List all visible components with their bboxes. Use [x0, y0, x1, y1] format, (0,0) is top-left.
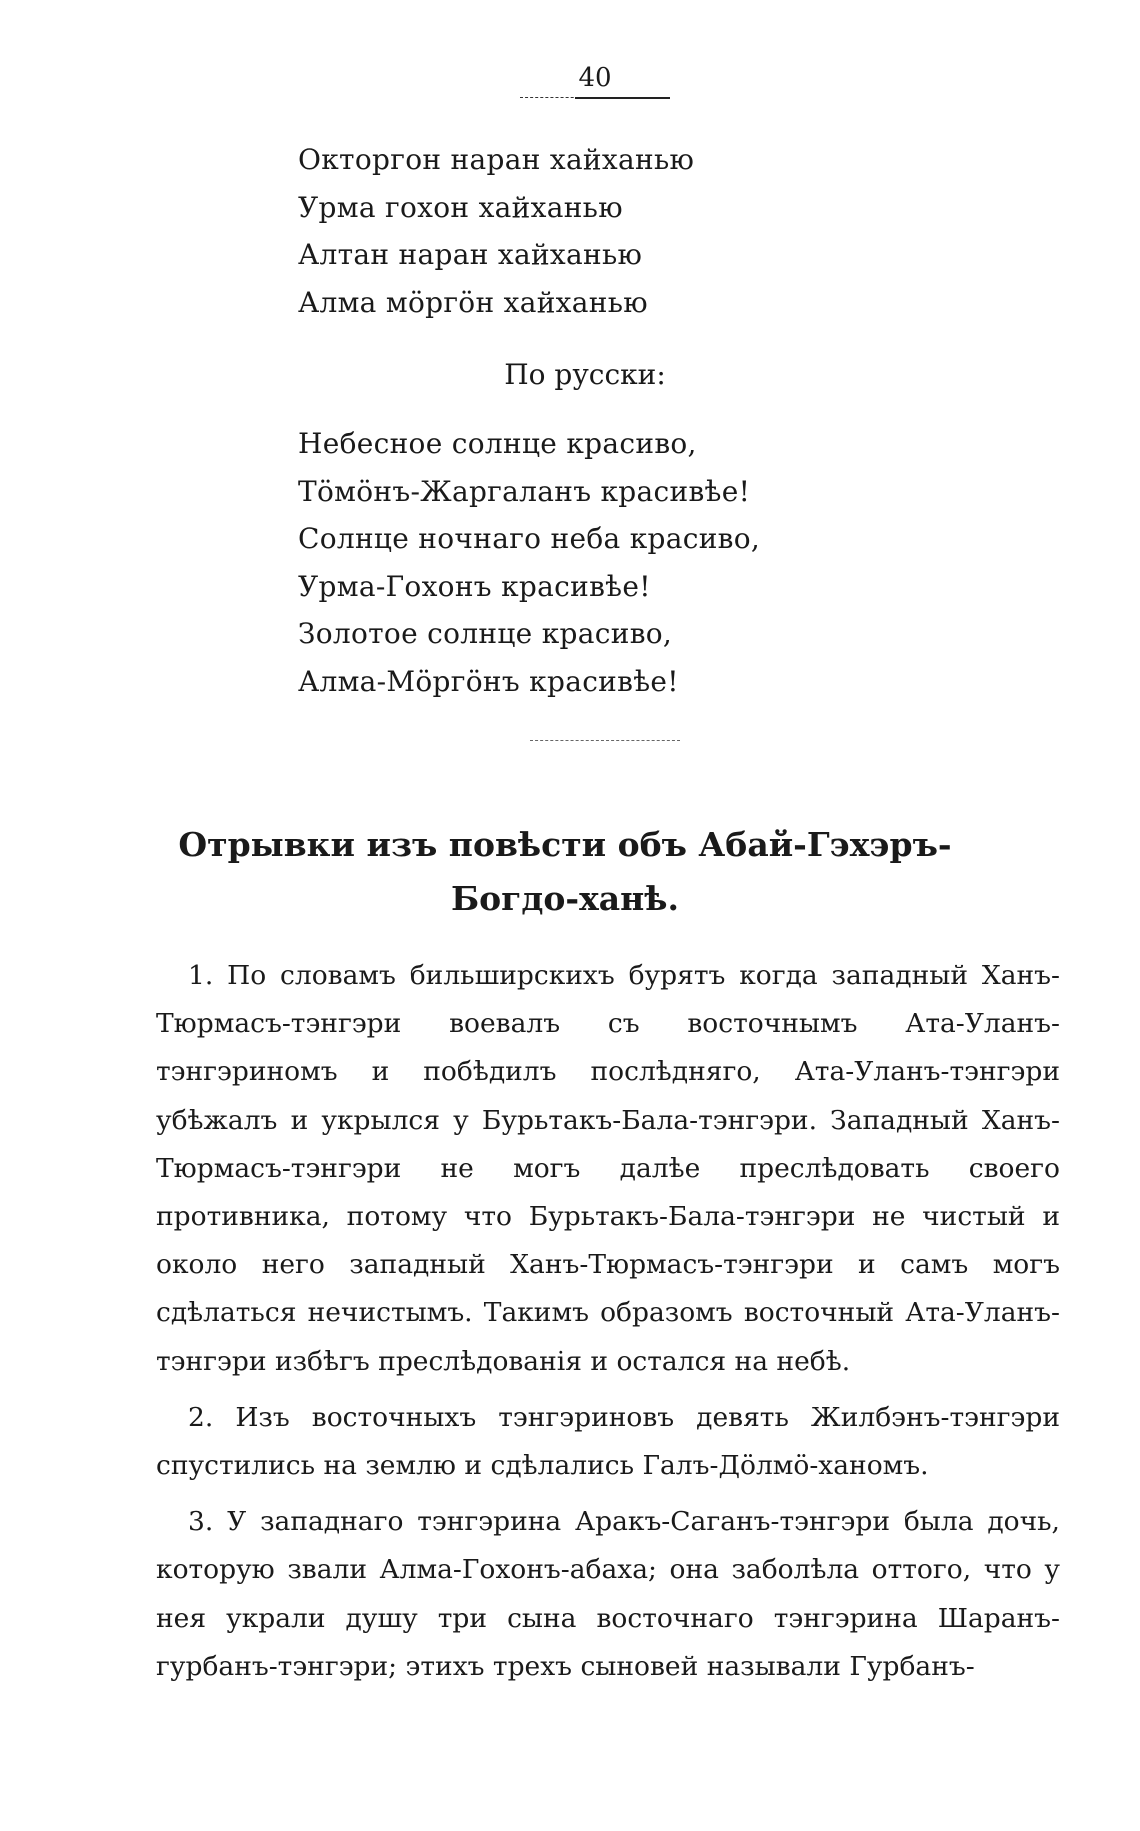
verse-line: Алтан наран хайханью: [298, 238, 643, 271]
verse-line: Урма-Гохонъ красивѣе!: [298, 569, 651, 603]
header-rule: [520, 97, 670, 98]
verse-line: Солнце ночнаго неба красиво,: [298, 522, 761, 555]
verse-line: Алма-Мöргöнъ красивѣе!: [298, 664, 679, 698]
section-separator: [530, 740, 680, 741]
section-body: [156, 952, 1060, 1699]
paragraph: 1. По словамъ бильширскихъ бурятъ когда западный Ханъ-Тюрмасъ-тэнгэри воевалъ съ восточнымъ Ата-Уланъ-тэнгэриномъ и побѣдилъ послѣдняго, Ата-Уланъ-тэнгэри убѣжалъ и укрылся у Бурьтакъ-Бала-тэнгэри. Западный Ханъ-Тюрмасъ-тэнгэри не могъ далѣе преслѣдовать своего противника, потому что Бурьтакъ-Бала-тэнгэри не чистый и около него западный Ханъ-Тюрмасъ-тэнгэри и самъ могъ сдѣлаться нечистымъ. Такимъ образомъ восточный Ата-Уланъ-тэнгэри избѣгъ преслѣдованія и остался на небѣ.: [156, 960, 1060, 1377]
verse-mongolian: [298, 136, 694, 326]
verse-russian: [298, 420, 760, 705]
verse-line: Небесное солнце красиво,: [298, 427, 697, 460]
paragraph: 2. Изъ восточныхъ тэнгэриновъ девять Жилбэнъ-тэнгэри спустились на землю и сдѣлались Галъ-Дöлмö-ханомъ.: [156, 1401, 1060, 1482]
translation-heading: [0, 355, 1140, 395]
section-title-line: Отрывки изъ повѣсти объ Абай-Гэхэръ-: [178, 825, 952, 864]
translation-heading-text: По русски:: [504, 358, 666, 391]
verse-line: Золотое солнце красиво,: [298, 617, 673, 650]
verse-line: Урма гохон хайханью: [298, 190, 623, 224]
section-title-line: Богдо-ханѣ.: [450, 879, 680, 918]
verse-line: Окторгон наран хайханью: [298, 143, 695, 176]
verse-line: Тöмöнъ-Жаргаланъ красивѣе!: [298, 474, 751, 508]
verse-line: Алма мöргöн хайханью: [298, 285, 648, 319]
section-title: [140, 818, 990, 926]
paragraph: 3. У западнаго тэнгэрина Аракъ-Саганъ-тэнгэри была дочь, которую звали Алма-Гохонъ-абаха; она заболѣла оттого, что у нея украли душу три сына восточнаго тэнгэрина Шаранъ-гурбанъ-тэнгэри; этихъ трехъ сыновей называли Гурбанъ-: [156, 1506, 1060, 1682]
page-number: 40: [578, 63, 612, 93]
